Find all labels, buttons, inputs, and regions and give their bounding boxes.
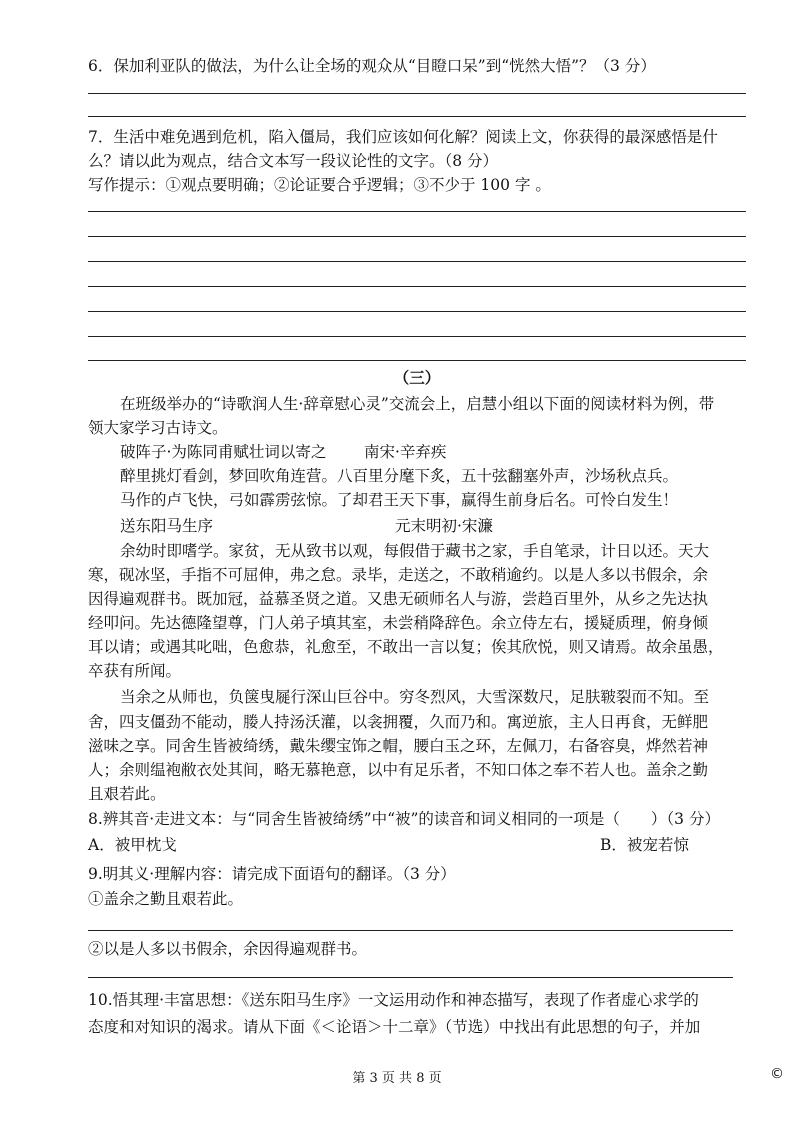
question-10-line2: 态度和对知识的渴求。请从下面《＜论语＞十二章》（节选）中找出有此思想的句子，并加 xyxy=(88,1018,701,1036)
prose-title: 送东阳马生序 xyxy=(120,517,214,535)
prose-p2-line: 舍，四支僵劲不能动，媵人持汤沃灌，以衾拥覆，久而乃和。寓逆旅，主人日再食，无鲜肥 xyxy=(88,713,709,731)
question-7-tips: 写作提示：①观点要明确；②论证要合乎逻辑；③不少于 100 字 。 xyxy=(88,176,551,194)
prose-p1-line: 寒，砚冰坚，手指不可屈伸，弗之怠。录毕，走送之，不敢稍逾约。以是人多以书假余，余 xyxy=(88,566,709,584)
option-b: B．被宠若惊 xyxy=(600,836,689,854)
prose-p1-line: 余幼时即嗜学。家贫，无从致书以观，每假借于藏书之家，手自笔录，计日以还。天大 xyxy=(120,542,710,560)
copyright-mark: © xyxy=(770,1066,784,1082)
question-6: 6．保加利亚队的做法，为什么让全场的观众从“目瞪口呆”到“恍然大悟”？（3 分） xyxy=(88,57,656,75)
prose-p2-line: 滋味之享。同舍生皆被绮绣，戴朱缨宝饰之帽，腰白玉之环，左佩刀，右备容臭，烨然若神 xyxy=(88,737,709,755)
prose-author: 元末明初·宋濂 xyxy=(395,517,493,535)
prose-p1-line: 卒获有所闻。 xyxy=(88,662,182,680)
translation-item-2: ②以是人多以书假余，余因得遍观群书。 xyxy=(88,940,368,958)
answer-line xyxy=(88,360,746,361)
section-intro-line2: 领大家学习古诗文。 xyxy=(88,419,228,437)
option-a: A．被甲枕戈 xyxy=(88,836,177,854)
section-intro-line1: 在班级举办的“诗歌润人生·辞章慰心灵”交流会上，启慧小组以下面的阅读材料为例，带 xyxy=(120,395,715,413)
poem-line-1: 醉里挑灯看剑，梦回吹角连营。八百里分麾下炙，五十弦翻塞外声，沙场秋点兵。 xyxy=(120,467,679,485)
poem-line-2: 马作的卢飞快，弓如霹雳弦惊。了却君王天下事，赢得生前身后名。可怜白发生！ xyxy=(120,491,679,509)
poem-author: 南宋·辛弃疾 xyxy=(364,443,447,461)
answer-line xyxy=(88,336,746,337)
answer-line xyxy=(88,236,746,237)
answer-line xyxy=(88,286,746,287)
translation-item-1: ①盖余之勤且艰若此。 xyxy=(88,890,244,908)
question-8: 8.辨其音·走进文本：与“同舍生皆被绮绣”中“被”的读音和词义相同的一项是（ ）（3 分） xyxy=(88,810,720,828)
answer-line xyxy=(88,261,746,262)
question-10-line1: 10.悟其理·丰富思想：《送东阳马生序》一文运用动作和神态描写，表现了作者虚心求学的 xyxy=(88,991,699,1009)
page-number: 第 3 页 共 8 页 xyxy=(352,1071,442,1086)
prose-p1-line: 耳以请；或遇其叱咄，色愈恭，礼愈至，不敢出一言以复；俟其欣悦，则又请焉。故余虽愚， xyxy=(88,638,724,656)
answer-line xyxy=(88,93,746,94)
answer-line xyxy=(88,116,746,117)
prose-p1-line: 经叩问。先达德隆望尊，门人弟子填其室，未尝稍降辞色。余立侍左右，援疑质理，俯身倾 xyxy=(88,614,709,632)
question-7-line2: 么？请以此为观点，结合文本写一段议论性的文字。（8 分） xyxy=(88,152,499,170)
section-title: （三） xyxy=(393,368,441,387)
answer-line xyxy=(88,311,746,312)
answer-line xyxy=(88,930,733,931)
question-9: 9.明其义·理解内容：请完成下面语句的翻译。（3 分） xyxy=(88,865,456,883)
answer-line xyxy=(88,977,733,978)
answer-line xyxy=(88,211,746,212)
prose-p1-line: 因得遍观群书。既加冠，益慕圣贤之道。又患无硕师名人与游，尝趋百里外，从乡之先达执 xyxy=(88,590,709,608)
poem-title: 破阵子·为陈同甫赋壮词以寄之 xyxy=(120,443,327,461)
prose-p2-line: 且艰若此。 xyxy=(88,785,166,803)
prose-p2-line: 当余之从师也，负箧曳屣行深山巨谷中。穷冬烈风，大雪深数尺，足肤皲裂而不知。至 xyxy=(120,688,710,706)
question-7-line1: 7．生活中难免遇到危机，陷入僵局，我们应该如何化解？阅读上文，你获得的最深感悟是什 xyxy=(88,128,718,146)
prose-p2-line: 人；余则缊袍敝衣处其间，略无慕艳意，以中有足乐者，不知口体之奉不若人也。盖余之勤 xyxy=(88,761,709,779)
